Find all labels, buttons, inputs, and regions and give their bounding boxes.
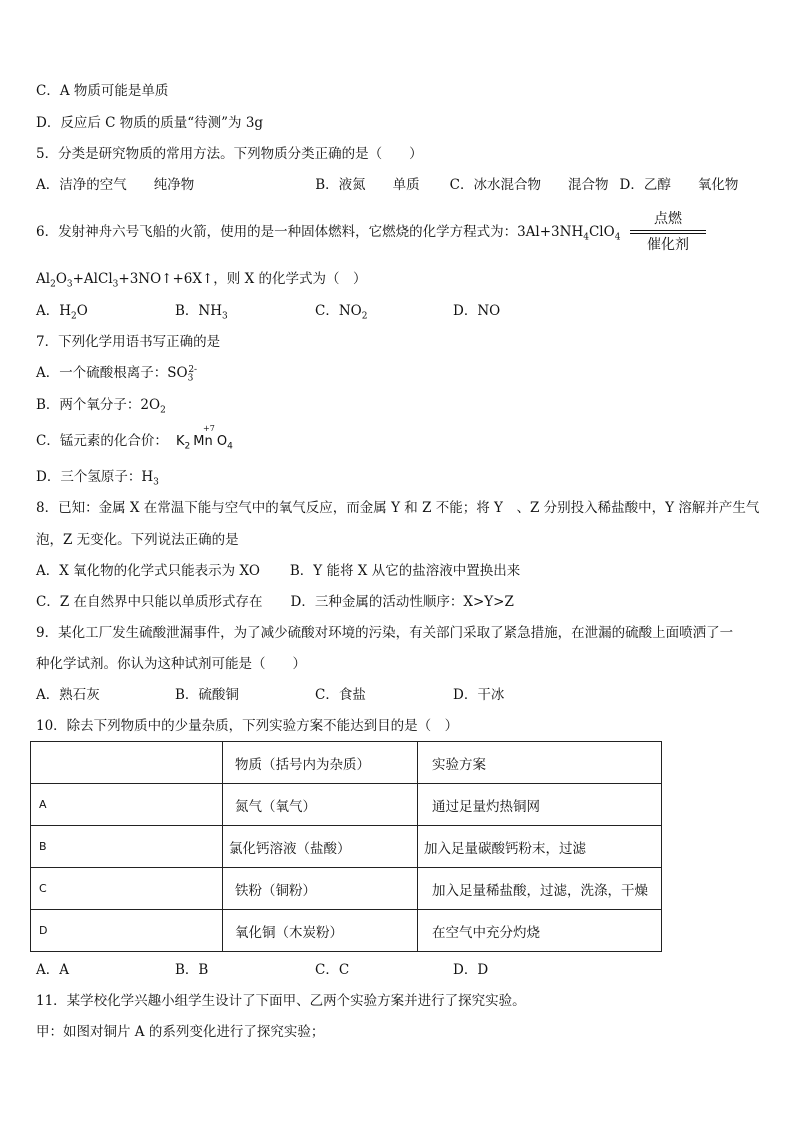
question-8-line1: 8．已知：金属 X 在常温下能与空气中的氧气反应，而金属 Y 和 Z 不能；将 Y 、Z 分别投入稀盐酸中，Y 溶解并产生气 bbox=[36, 500, 760, 516]
condition-ignite: 点燃 bbox=[654, 211, 682, 227]
q4-option-c: C．A 物质可能是单质 bbox=[36, 83, 169, 99]
q9-option-b: B．硫酸铜 bbox=[175, 687, 239, 703]
q6-option-b: B．$NH_3$ bbox=[175, 303, 228, 322]
q5-option-c: C．冰水混合物 混合物 bbox=[449, 177, 609, 193]
question-10: 10．除去下列物质中的少量杂质，下列实验方案不能达到目的是（ ） bbox=[36, 718, 459, 734]
table-cell-substance: 氯化钙溶液（盐酸） bbox=[223, 826, 418, 868]
q8-option-a: A．X 氧化物的化学式只能表示为 XO bbox=[36, 563, 260, 579]
table-cell-substance: 铁粉（铜粉） bbox=[223, 868, 418, 910]
q10-option-c: C．C bbox=[315, 962, 350, 978]
table-header-cell: 物质（括号内为杂质） bbox=[223, 742, 418, 784]
question-11-part-jia: 甲：如图对铜片 A 的系列变化进行了探究实验； bbox=[36, 1024, 325, 1040]
q6-option-c: C．$NO_2$ bbox=[315, 303, 368, 322]
question-9-line1: 9．某化工厂发生硫酸泄漏事件，为了减少硫酸对环境的污染，有关部门采取了紧急措施，在泄漏的硫酸上面喷洒了一 bbox=[36, 625, 734, 641]
q8-option-b: B．Y 能将 X 从它的盐溶液中置换出来 bbox=[289, 563, 521, 579]
question-7: 7．下列化学用语书写正确的是 bbox=[36, 334, 221, 350]
table-cell-substance: 氮气（氧气） bbox=[223, 784, 418, 826]
question-8-line2: 泡，Z 无变化。下列说法正确的是 bbox=[36, 532, 239, 548]
question-6-products: $Al_2O_3+AlCl_3+3NO↑+6X↑$，则 X 的化学式为（ ） bbox=[36, 271, 367, 290]
q5-options bbox=[36, 176, 738, 194]
question-11: 11．某学校化学兴趣小组学生设计了下面甲、乙两个实验方案并进行了探究实验。 bbox=[36, 993, 526, 1009]
q6-option-d: D．NO bbox=[453, 303, 501, 319]
table-header-cell bbox=[31, 742, 223, 784]
q6-option-a: A．$H_2O$ bbox=[36, 303, 88, 322]
q9-options bbox=[36, 686, 504, 704]
q7-option-a: A．一个硫酸根离子：$SO_3^{2-}$ bbox=[36, 364, 198, 384]
table-cell-option: C bbox=[31, 868, 223, 910]
table-cell-method: 在空气中充分灼烧 bbox=[418, 910, 662, 952]
table-cell-option: D bbox=[31, 910, 223, 952]
table-header-cell: 实验方案 bbox=[418, 742, 662, 784]
q8-option-c: C．Z 在自然界中只能以单质形式存在 bbox=[36, 594, 263, 610]
q10-option-b: B．B bbox=[175, 962, 209, 978]
q10-option-d: D．D bbox=[453, 962, 489, 978]
q6-options bbox=[36, 302, 500, 320]
reaction-condition bbox=[630, 208, 706, 254]
table-row bbox=[31, 784, 662, 826]
table-cell-method: 加入足量碳酸钙粉末，过滤 bbox=[418, 826, 662, 868]
table-row bbox=[31, 826, 662, 868]
equals-line-top bbox=[630, 230, 706, 231]
table-cell-method: 通过足量灼热铜网 bbox=[418, 784, 662, 826]
q9-option-c: C．食盐 bbox=[315, 687, 366, 703]
q8-options-ab bbox=[36, 562, 520, 580]
question-6: 6．发射神舟六号飞船的火箭，使用的是一种固体燃料，它燃烧的化学方程式为：$3Al+3NH_4ClO_4$ bbox=[36, 224, 621, 243]
table-cell-option: B bbox=[31, 826, 223, 868]
condition-catalyst: 催化剂 bbox=[647, 237, 689, 253]
q7-option-c: C．锰元素的化合价： bbox=[36, 433, 168, 449]
impurity-table bbox=[30, 741, 662, 952]
table-cell-method: 加入足量稀盐酸，过滤，洗涤，干燥 bbox=[418, 868, 662, 910]
q8-options-cd bbox=[36, 593, 514, 611]
q5-option-d: D．乙醇 氧化物 bbox=[619, 177, 739, 193]
q5-option-a: A．洁净的空气 纯净物 bbox=[36, 177, 195, 193]
table-cell-option: A bbox=[31, 784, 223, 826]
q9-option-d: D．干冰 bbox=[453, 687, 505, 703]
q5-option-b: B．液氮 单质 bbox=[315, 177, 420, 193]
q9-option-a: A．熟石灰 bbox=[36, 687, 100, 703]
q7-option-d: D．三个氢原子：$H_3$ bbox=[36, 469, 159, 488]
q7-option-b: B．两个氧分子：$2O_2$ bbox=[36, 397, 166, 416]
table-row bbox=[31, 910, 662, 952]
table-cell-substance: 氧化铜（木炭粉） bbox=[223, 910, 418, 952]
question-9-line2: 种化学试剂。你认为这种试剂可能是（ ） bbox=[36, 656, 306, 672]
q10-option-a: A．A bbox=[36, 962, 69, 978]
table-header-row bbox=[31, 742, 662, 784]
q8-option-d: D．三种金属的活动性顺序：X>Y>Z bbox=[290, 594, 514, 610]
table-row bbox=[31, 868, 662, 910]
q10-options bbox=[36, 961, 488, 979]
question-5: 5．分类是研究物质的常用方法。下列物质分类正确的是（ ） bbox=[36, 146, 423, 162]
q4-option-d: D．反应后 C 物质的质量“待测”为 3g bbox=[36, 115, 264, 131]
valence-mark: +7 bbox=[203, 424, 215, 433]
